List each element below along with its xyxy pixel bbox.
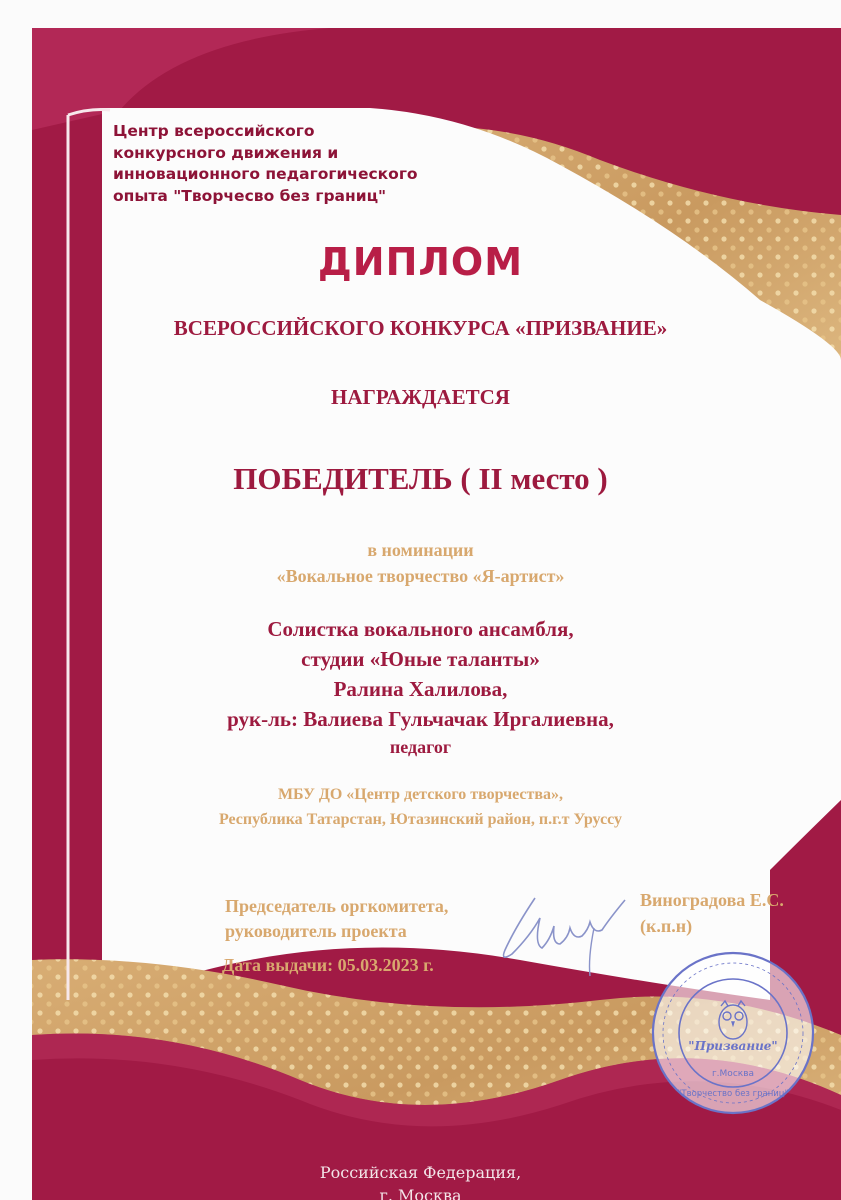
organizer-line: опыта "Творчесво без границ": [113, 186, 387, 205]
recipient-studio: студии «Юные таланты»: [301, 647, 540, 671]
institution-name: МБУ ДО «Центр детского творчества»,: [277, 786, 564, 803]
organizer-name: [113, 121, 443, 207]
contest-name: ВСЕРОССИЙСКОГО КОНКУРСА «ПРИЗВАНИЕ»: [173, 316, 668, 340]
diploma-title: ДИПЛОМ: [317, 240, 524, 284]
nomination-label: в номинации: [367, 540, 474, 560]
organizer-line: конкурсного движения и: [113, 143, 339, 162]
handwritten-signature: [490, 878, 630, 978]
seal-city: г.Москва: [711, 1069, 755, 1079]
nomination-name: «Вокальное творчество «Я-артист»: [276, 566, 565, 586]
result-place: ПОБЕДИТЕЛЬ ( II место ): [233, 461, 608, 496]
seal-center-text: "Призвание": [688, 1039, 778, 1053]
recipient-role: Солистка вокального ансамбля,: [267, 617, 574, 641]
organizer-line: инновационного педагогического: [113, 165, 418, 183]
chair-title: Председатель оргкомитета,: [225, 896, 449, 916]
footer-city: г. Москва: [379, 1186, 462, 1200]
signer-name: Виноградова Е.С.: [640, 890, 784, 910]
leader-name: рук-ль: Валиева Гульчачак Иргалиевна,: [227, 707, 614, 731]
organization-seal: [648, 948, 818, 1118]
chair-subtitle: руководитель проекта: [225, 921, 407, 941]
recipient-name: Ралина Халилова,: [333, 677, 508, 701]
footer-country: Российская Федерация,: [319, 1163, 522, 1182]
signer-degree: (к.п.н): [640, 916, 693, 936]
seal-bottom-text: "Творчество без границ": [677, 1089, 789, 1099]
issue-date: Дата выдачи: 05.03.2023 г.: [222, 955, 434, 975]
organizer-line: Центр всероссийского: [113, 122, 315, 140]
awarded-heading: НАГРАЖДАЕТСЯ: [331, 385, 510, 409]
leader-role: педагог: [389, 737, 452, 757]
institution-location: Республика Татарстан, Ютазинский район, п.г.т Уруссу: [218, 811, 623, 828]
